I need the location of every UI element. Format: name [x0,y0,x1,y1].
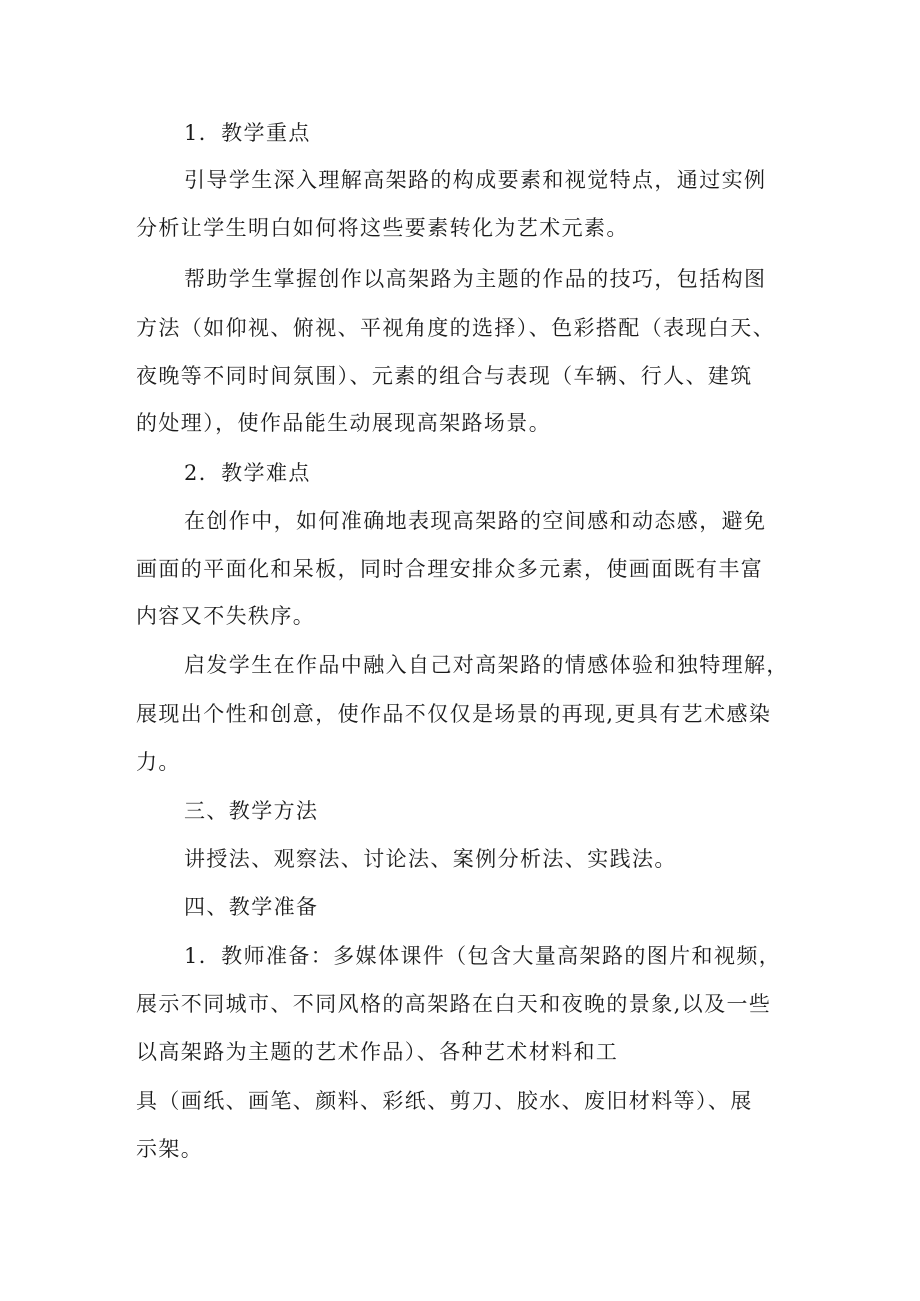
paragraph-line: 力。 [136,750,181,774]
heading-teaching-methods: 三、教学方法 [184,799,319,823]
paragraph-line: 示架。 [136,1137,204,1161]
paragraph-line: 内容又不失秩序。 [136,604,316,628]
paragraph-line: 展现出个性和创意，使作品不仅仅是场景的再现,更具有艺术感染 [136,702,772,726]
paragraph-line: 1．教师准备：多媒体课件（包含大量高架路的图片和视频， [184,944,782,968]
paragraph-line: 的处理），使作品能生动展现高架路场景。 [136,411,552,435]
paragraph-line: 分析让学生明白如何将这些要素转化为艺术元素。 [136,216,629,240]
paragraph-line: 以高架路为主题的艺术作品）、各种艺术材料和工 [136,1040,619,1064]
paragraph-line: 具（画纸、画笔、颜料、彩纸、剪刀、胶水、废旧材料等）、展 [136,1089,753,1113]
paragraph-line: 帮助学生掌握创作以高架路为主题的作品的技巧，包括构图 [184,267,767,291]
paragraph-line: 引导学生深入理解高架路的构成要素和视觉特点，通过实例 [184,168,767,192]
paragraph-line: 夜晚等不同时间氛围）、元素的组合与表现（车辆、行人、建筑 [136,364,753,388]
paragraph-line: 画面的平面化和呆板，同时合理安排众多元素，使画面既有丰富 [136,557,764,581]
heading-teaching-difficulty: 2．教学难点 [184,461,311,485]
heading-teaching-preparation: 四、教学准备 [184,895,319,919]
paragraph-line: 在创作中，如何准确地表现高架路的空间感和动态感，避免 [184,509,767,533]
paragraph-line: 启发学生在作品中融入自己对高架路的情感体验和独特理解， [184,653,789,677]
paragraph-line: 展示不同城市、不同风格的高架路在白天和夜晚的景象,以及一些 [136,992,772,1016]
paragraph-line: 讲授法、观察法、讨论法、案例分析法、实践法。 [184,847,677,871]
paragraph-line: 方法（如仰视、俯视、平视角度的选择）、色彩搭配（表现白天、 [136,316,776,340]
heading-teaching-focus: 1．教学重点 [184,121,311,145]
